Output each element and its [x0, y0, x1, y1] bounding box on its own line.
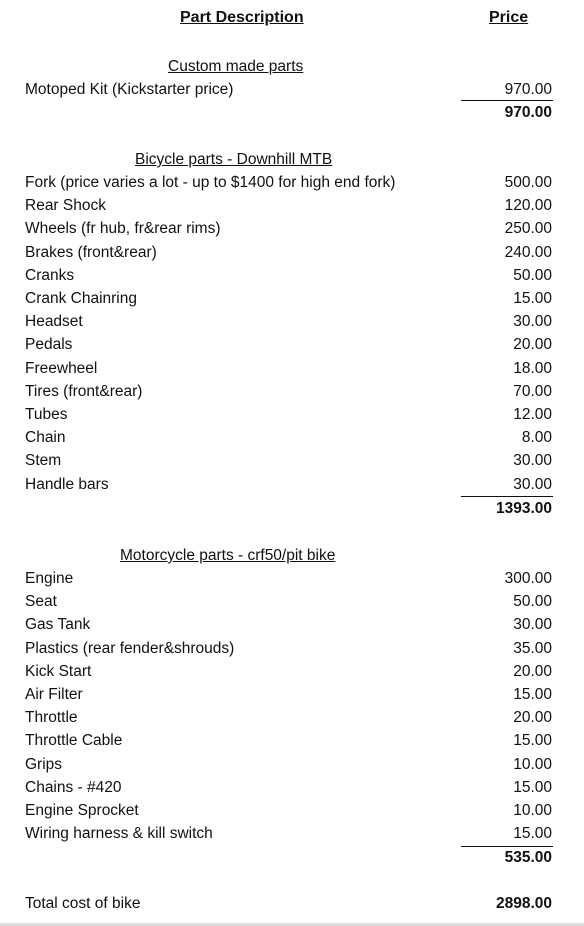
table-row: [0, 383, 584, 406]
table-row: [0, 452, 584, 475]
part-price: 10.00: [513, 802, 552, 819]
table-header: [0, 9, 584, 33]
table-row: [0, 802, 584, 825]
part-price: 50.00: [513, 266, 552, 284]
table-row: [0, 336, 584, 359]
part-price: 20.00: [513, 709, 552, 727]
part-name: Fork (price varies a lot - up to $1400 for high end fork): [25, 174, 396, 191]
part-name: Tires (front&rear): [25, 382, 143, 400]
part-name: Throttle Cable: [25, 732, 123, 750]
table-row: [0, 686, 584, 709]
part-description-header: Part Description: [180, 9, 304, 26]
part-price: 30.00: [513, 475, 552, 493]
table-row: [0, 570, 584, 593]
part-name: Cranks: [25, 266, 75, 284]
part-name: Handle bars: [25, 475, 109, 493]
table-row: [0, 825, 584, 848]
part-price: 30.00: [513, 313, 552, 331]
table-row: [0, 616, 584, 639]
subtotal-rule: [461, 846, 553, 847]
part-name: Brakes (front&rear): [25, 243, 157, 261]
section-subtotal: 1393.00: [495, 500, 552, 517]
part-name: Headset: [25, 313, 83, 331]
table-row: [0, 732, 584, 755]
price-header: Price: [489, 9, 529, 26]
part-price: 15.00: [513, 825, 552, 843]
part-name: Engine: [25, 570, 74, 587]
part-name: Chain: [25, 429, 66, 447]
part-price: 15.00: [513, 732, 552, 750]
part-price: 250.00: [504, 220, 552, 238]
table-row: [0, 593, 584, 616]
part-name: Air Filter: [25, 686, 83, 703]
total-row: [0, 895, 584, 917]
table-row: [0, 267, 584, 290]
table-row: [0, 244, 584, 267]
part-name: Kick Start: [25, 662, 92, 680]
section-subtotal: 535.00: [504, 849, 552, 866]
part-price: 15.00: [513, 778, 552, 796]
table-row: [0, 360, 584, 383]
part-price: 20.00: [513, 336, 552, 354]
part-name: Seat: [25, 593, 57, 611]
part-price: 15.00: [513, 686, 552, 703]
table-row: [0, 406, 584, 429]
part-name: Engine Sprocket: [25, 802, 139, 819]
table-row: [0, 779, 584, 802]
part-price: 10.00: [513, 755, 552, 773]
table-row: [0, 429, 584, 452]
part-name: Chains - #420: [25, 778, 122, 796]
table-row: [0, 290, 584, 313]
table-row: [0, 220, 584, 243]
part-name: Pedals: [25, 336, 73, 354]
part-price: 120.00: [504, 197, 552, 215]
part-price: 12.00: [513, 406, 552, 423]
part-price: 240.00: [504, 243, 552, 261]
part-name: Grips: [25, 755, 63, 773]
part-price: 20.00: [513, 662, 552, 680]
table-row: [0, 174, 584, 197]
table-row: [0, 709, 584, 732]
part-price: 500.00: [504, 174, 552, 191]
part-name: Motoped Kit (Kickstarter price): [25, 81, 234, 98]
part-name: Rear Shock: [25, 197, 106, 215]
part-name: Wiring harness & kill switch: [25, 825, 213, 843]
part-price: 35.00: [513, 639, 552, 657]
section-title: Bicycle parts - Downhill MTB: [135, 151, 333, 168]
part-price: 50.00: [513, 593, 552, 611]
part-price: 8.00: [521, 429, 552, 447]
part-price: 15.00: [513, 290, 552, 307]
part-name: Crank Chainring: [25, 290, 137, 307]
section-title: Motorcycle parts - crf50/pit bike: [120, 547, 336, 564]
section-subtotal: 970.00: [504, 104, 552, 121]
table-row: [0, 313, 584, 336]
part-name: Tubes: [25, 406, 68, 423]
part-price: 300.00: [504, 570, 552, 587]
part-name: Throttle: [25, 709, 78, 727]
subtotal-rule: [461, 100, 553, 101]
table-row: [0, 756, 584, 779]
part-name: Wheels (fr hub, fr&rear rims): [25, 220, 221, 238]
part-name: Plastics (rear fender&shrouds): [25, 639, 235, 657]
part-name: Freewheel: [25, 359, 98, 377]
part-price: 30.00: [513, 616, 552, 634]
part-name: Gas Tank: [25, 616, 91, 634]
total-label: Total cost of bike: [25, 895, 141, 912]
part-price: 30.00: [513, 452, 552, 470]
table-row: [0, 197, 584, 220]
subtotal-rule: [461, 496, 553, 497]
section-title: Custom made parts: [168, 58, 304, 75]
part-price: 970.00: [504, 81, 552, 98]
part-price: 18.00: [513, 359, 552, 377]
table-row: [0, 663, 584, 686]
table-row: [0, 640, 584, 663]
part-price: 70.00: [513, 382, 552, 400]
part-name: Stem: [25, 452, 62, 470]
total-value: 2898.00: [495, 895, 552, 912]
